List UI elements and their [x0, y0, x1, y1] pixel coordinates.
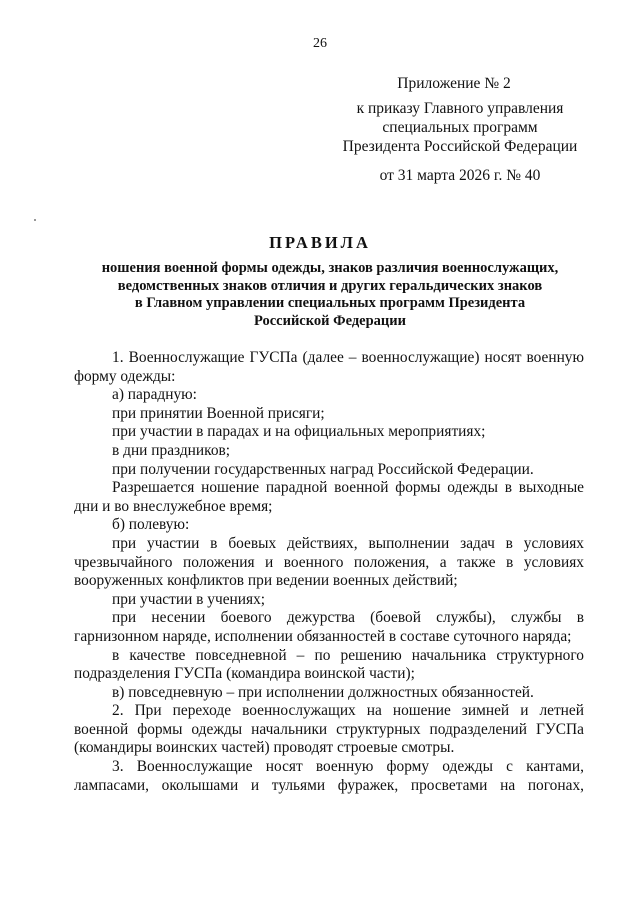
page-number: 26: [313, 36, 327, 51]
paragraph: 1. Военнослужащие ГУСПа (далее – военнослужащие) носят военную форму одежды:: [74, 349, 584, 385]
annex-title: Приложение № 2: [397, 75, 511, 92]
paragraph: Разрешается ношение парадной военной формы одежды в выходные дни и во внеслужебное время;: [74, 479, 584, 515]
annex-date: от 31 марта 2026 г. № 40: [379, 167, 541, 184]
subtitle-line: ношения военной формы одежды, знаков различия военнослужащих,: [101, 260, 559, 276]
paragraph: 2. При переходе военнослужащих на ношение зимней и летней военной формы одежды начальники структурных подразделений ГУСПа (командиры воинских частей) проводят строевые смотры.: [74, 702, 584, 757]
document-subtitle: [70, 260, 590, 330]
annex-header: [330, 74, 590, 185]
paragraph: при участии в боевых действиях, выполнении задач в условиях чрезвычайного положения и военного положения, а также в условиях вооруженных конфликтов при ведении военных действий;: [74, 534, 584, 590]
subtitle-line: Российской Федерации: [253, 312, 406, 329]
paragraph: при участии в парадах и на официальных мероприятиях;: [112, 423, 486, 441]
paragraph: при несении боевого дежурства (боевой службы), службы в гарнизонном наряде, исполнении обязанностей в составе суточного наряда;: [74, 609, 584, 645]
paragraph: а) парадную:: [112, 386, 197, 404]
document-title: ПРАВИЛА: [269, 233, 371, 252]
scan-speck: [34, 219, 36, 221]
paragraph: б) полевую:: [112, 516, 190, 534]
paragraph: при получении государственных наград Российской Федерации.: [112, 460, 534, 478]
annex-line: Президента Российской Федерации: [342, 138, 578, 155]
paragraph: 3. Военнослужащие носят военную форму одежды с кантами, лампасами, околышами и тульями фуражек, просветами на погонах,: [74, 758, 584, 794]
paragraph: при принятии Военной присяги;: [112, 404, 325, 422]
subtitle-line: в Главном управлении специальных программ Президента: [134, 295, 526, 311]
annex-line: к приказу Главного управления: [356, 100, 564, 117]
paragraph: в) повседневную – при исполнении должностных обязанностей.: [112, 683, 534, 701]
paragraph: в качестве повседневной – по решению начальника структурного подразделения ГУСПа (командира воинской части);: [74, 646, 584, 683]
annex-line: специальных программ: [382, 119, 538, 136]
paragraph: в дни праздников;: [112, 441, 231, 459]
paragraph: при участии в учениях;: [112, 590, 266, 608]
document-body: [74, 349, 584, 795]
subtitle-line: ведомственных знаков отличия и других геральдических знаков: [117, 277, 543, 294]
